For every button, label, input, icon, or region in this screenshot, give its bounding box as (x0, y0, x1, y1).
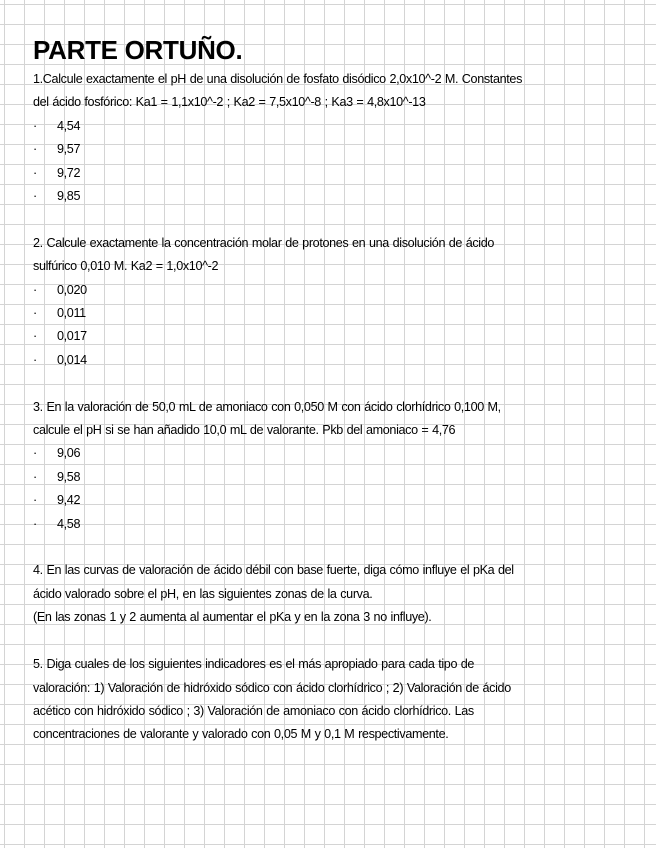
option-item (33, 115, 623, 138)
question-5-text: 5. Diga cuales de los siguientes indicadores es el más apropiado para cada tipo de valoración: 1) Valoración de hidróxido sódico con ácido clorhídrico ; 2) Valoración de ácido acético con hidróxido sódico ; 3) Valoración de amoniaco con ácido clorhídrico. Las concentraciones de valorante y valorado con 0,05 M y 0,1 M respectivamente. (33, 657, 511, 742)
option-text: 9,72 (57, 165, 81, 180)
question-5 (33, 653, 623, 747)
option-text: 9,57 (57, 142, 81, 157)
option-item (33, 349, 623, 372)
bullet-icon: · (33, 493, 37, 508)
bullet-icon: · (33, 282, 37, 297)
option-text: 0,011 (57, 306, 86, 321)
bullet-icon: · (33, 118, 37, 133)
question-1-text: 1.Calcule exactamente el pH de una disolución de fosfato disódico 2,0x10^-2 M. Constantes del ácido fosfórico: Ka1 = 1,1x10^-2 ; Ka2 = 7,5x10^-8 ; Ka3 = 4,8x10^-13 (33, 72, 523, 110)
bullet-icon: · (33, 469, 37, 484)
bullet-icon: · (33, 142, 37, 157)
option-item (33, 279, 623, 302)
question-3-text: 3. En la valoración de 50,0 mL de amoniaco con 0,050 M con ácido clorhídrico 0,100 M, calcule el pH si se han añadido 10,0 mL de valorante. Pkb del amoniaco = 4,76 (33, 399, 501, 438)
option-item (33, 466, 623, 489)
spacer (33, 372, 623, 395)
question-3-options (33, 442, 623, 536)
option-item (33, 513, 623, 536)
option-text: 4,58 (57, 516, 81, 531)
option-text: 9,85 (57, 189, 81, 204)
bullet-icon: · (33, 329, 37, 344)
question-3 (33, 396, 623, 536)
bullet-icon: · (33, 446, 37, 461)
option-text: 4,54 (57, 118, 81, 133)
question-2-options (33, 279, 623, 373)
bullet-icon: · (33, 352, 37, 367)
question-4-text: 4. En las curvas de valoración de ácido débil con base fuerte, diga cómo influye el pKa del ácido valorado sobre el pH, en las siguientes zonas de la curva. (En las zonas 1 y 2 aumenta al aumentar el pKa y en la zona 3 no influye). (33, 563, 514, 625)
spacer (33, 536, 623, 559)
question-1 (33, 68, 623, 208)
option-text: 0,014 (57, 352, 87, 367)
option-item (33, 138, 623, 161)
question-2-text: 2. Calcule exactamente la concentración molar de protones en una disolución de ácido sulfúrico 0,010 M. Ka2 = 1,0x10^-2 (33, 235, 495, 274)
bullet-icon: · (33, 516, 37, 531)
bullet-icon: · (33, 165, 37, 180)
option-item (33, 185, 623, 208)
option-text: 9,06 (57, 446, 81, 461)
question-1-options (33, 115, 623, 209)
option-item (33, 442, 623, 465)
option-item (33, 302, 623, 325)
bullet-icon: · (33, 189, 37, 204)
option-item (33, 489, 623, 512)
bullet-icon: · (33, 306, 37, 321)
question-2 (33, 232, 623, 372)
option-text: 9,58 (57, 469, 81, 484)
document-page (33, 34, 623, 747)
option-text: 0,020 (57, 282, 87, 297)
spacer (33, 208, 623, 231)
option-text: 0,017 (57, 329, 87, 344)
question-4 (33, 559, 623, 629)
option-item (33, 162, 623, 185)
option-item (33, 325, 623, 348)
page-title: PARTE ORTUÑO. (33, 35, 243, 65)
spacer (33, 630, 623, 653)
option-text: 9,42 (57, 493, 81, 508)
